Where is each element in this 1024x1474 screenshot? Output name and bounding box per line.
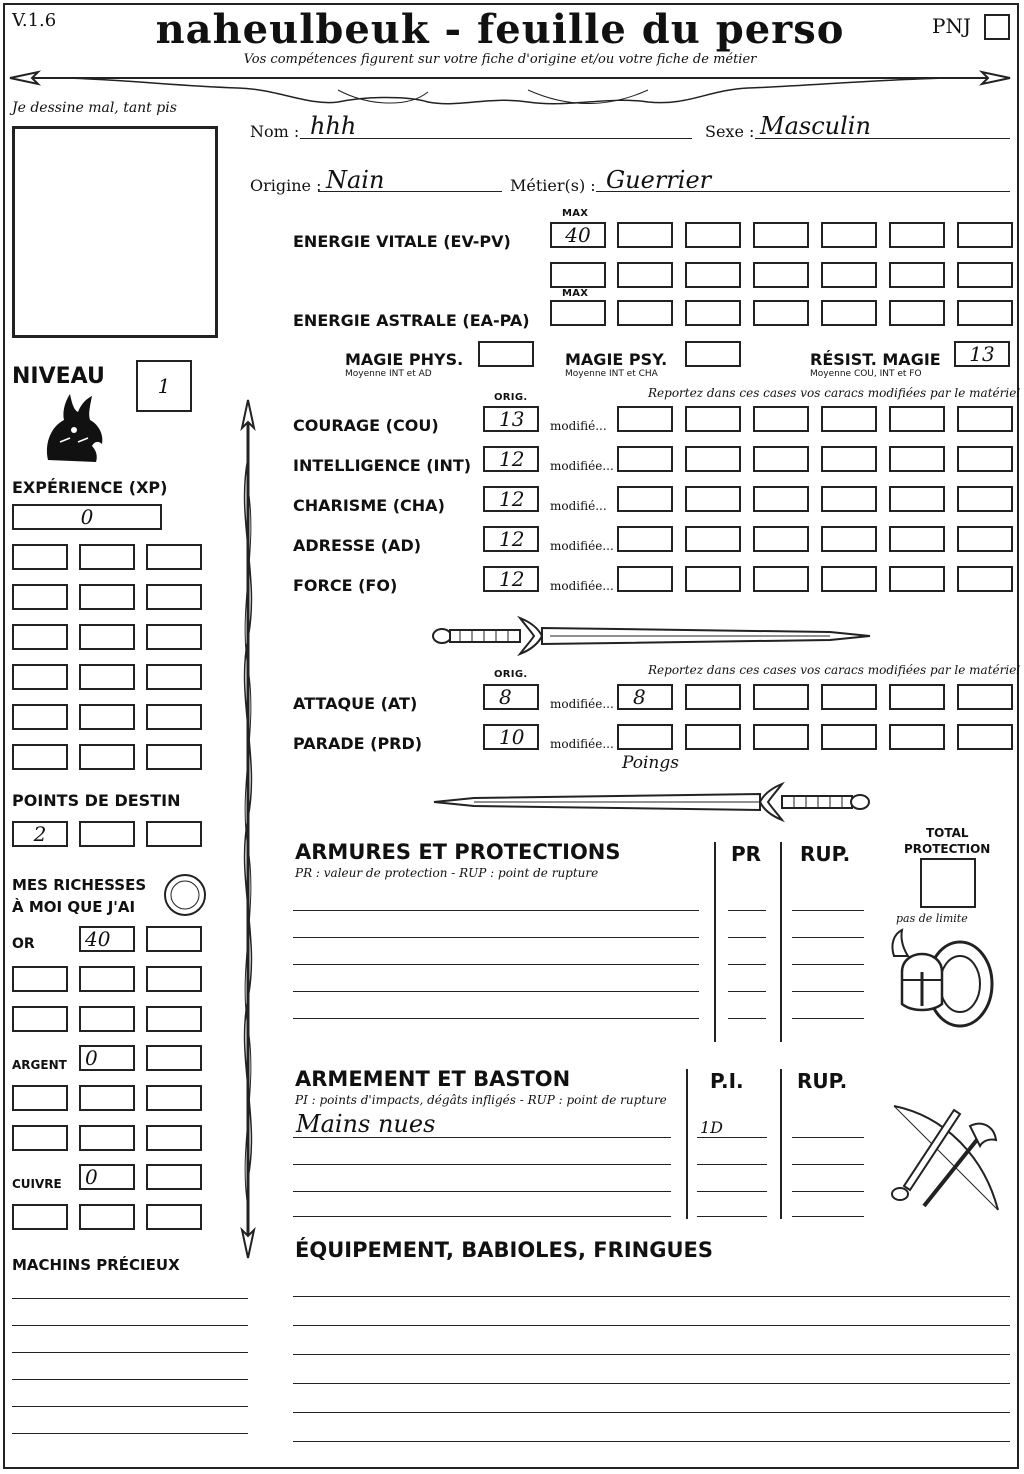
coin-icon — [162, 872, 208, 918]
xp-box[interactable] — [79, 544, 135, 570]
stat-modified-box[interactable] — [753, 526, 809, 552]
stat-modified-box[interactable] — [617, 446, 673, 472]
weapons-rup-label: RUP. — [797, 1069, 848, 1093]
xp-box[interactable] — [146, 664, 202, 690]
ev-tracker-box[interactable] — [617, 222, 673, 248]
armor-pr-line[interactable] — [728, 964, 766, 965]
wealth-box[interactable] — [12, 1125, 68, 1151]
wealth-box[interactable] — [12, 1006, 68, 1032]
ev-tracker-box[interactable] — [821, 222, 877, 248]
ea-label: ENERGIE ASTRALE (EA-PA) — [293, 311, 530, 330]
stat-modified-box[interactable] — [957, 406, 1013, 432]
combat-report-note: Reportez dans ces cases vos caracs modifiées par le matériel — [648, 663, 1021, 677]
weapon-pi-line[interactable] — [697, 1216, 767, 1217]
origine-underline — [318, 191, 502, 192]
stat-modified-box[interactable] — [889, 446, 945, 472]
stat-modified-box[interactable] — [821, 446, 877, 472]
stat-modified-box[interactable] — [889, 566, 945, 592]
armor-rup-line[interactable] — [792, 937, 864, 938]
stat-mod-label: modifiée... — [550, 459, 614, 473]
stat-modified-box[interactable] — [617, 486, 673, 512]
ev-tracker-box[interactable] — [957, 262, 1013, 288]
ev-tracker-box[interactable] — [753, 222, 809, 248]
magie-phys-value[interactable] — [478, 341, 534, 367]
wealth-box[interactable] — [79, 1085, 135, 1111]
origine-value[interactable]: Nain — [326, 166, 385, 194]
destin-label: POINTS DE DESTIN — [12, 791, 181, 810]
stat-label: ADRESSE (AD) — [293, 536, 422, 555]
sword-icon — [430, 612, 874, 660]
ea-tracker-box[interactable] — [889, 300, 945, 326]
armor-rup-line[interactable] — [792, 910, 864, 911]
stat-orig-value[interactable]: 13 — [483, 406, 539, 432]
wealth-box[interactable] — [12, 1204, 68, 1230]
armor-rup-line[interactable] — [792, 964, 864, 965]
sexe-underline — [755, 138, 1010, 139]
ev-tracker-box[interactable] — [957, 222, 1013, 248]
stat-mod-label: modifié... — [550, 499, 607, 513]
xp-box[interactable] — [12, 704, 68, 730]
magie-phys-sub: Moyenne INT et AD — [345, 369, 432, 379]
or-box[interactable] — [146, 926, 202, 952]
stat-modified-box[interactable] — [821, 526, 877, 552]
armor-pr-line[interactable] — [728, 1018, 766, 1019]
total-protection-label-2: PROTECTION — [904, 842, 991, 856]
attaque-modified-box[interactable] — [957, 684, 1013, 710]
xp-box[interactable] — [146, 624, 202, 650]
stat-orig-value[interactable]: 12 — [483, 446, 539, 472]
stat-modified-box[interactable] — [617, 406, 673, 432]
wealth-box[interactable] — [79, 1204, 135, 1230]
weapon-rup-line[interactable] — [792, 1216, 864, 1217]
armor-divider — [780, 842, 782, 1042]
parade-modified-box[interactable] — [685, 724, 741, 750]
stat-mod-label: modifiée... — [550, 579, 614, 593]
stat-modified-box[interactable] — [957, 446, 1013, 472]
resist-magie-value[interactable]: 13 — [954, 341, 1010, 367]
weapons-divider — [686, 1069, 688, 1219]
page-subtitle: Vos compétences figurent sur votre fiche d'origine et/ou votre fiche de métier — [243, 52, 757, 67]
attaque-label: ATTAQUE (AT) — [293, 694, 418, 713]
magie-psy-sub: Moyenne INT et CHA — [565, 369, 658, 379]
destin-box[interactable] — [79, 821, 135, 847]
wealth-box[interactable] — [146, 1204, 202, 1230]
weapon-1-name[interactable]: Mains nues — [296, 1110, 436, 1138]
parade-label: PARADE (PRD) — [293, 734, 423, 753]
wealth-box[interactable] — [79, 1125, 135, 1151]
stats-orig-label: ORIG. — [494, 392, 528, 403]
sexe-label: Sexe : — [705, 122, 755, 141]
xp-box[interactable] — [12, 584, 68, 610]
richesses-label-1: MES RICHESSES — [12, 876, 147, 894]
or-label: OR — [12, 936, 35, 952]
stat-modified-box[interactable] — [753, 406, 809, 432]
ev-label: ENERGIE VITALE (EV-PV) — [293, 232, 511, 251]
ea-tracker-box[interactable] — [821, 300, 877, 326]
nom-value[interactable]: hhh — [310, 112, 357, 140]
origine-label: Origine : — [250, 176, 322, 195]
armor-line[interactable] — [293, 1018, 699, 1019]
equipment-title: ÉQUIPEMENT, BABIOLES, FRINGUES — [295, 1238, 713, 1262]
version-label: V.1.6 — [12, 10, 57, 31]
armor-pr-line[interactable] — [728, 937, 766, 938]
parade-mod-label: modifiée... — [550, 737, 614, 751]
xp-box[interactable] — [79, 584, 135, 610]
attaque-modified-box[interactable] — [685, 684, 741, 710]
metier-value[interactable]: Guerrier — [606, 166, 712, 194]
dragon-icon — [40, 392, 106, 464]
armor-divider — [714, 842, 716, 1042]
armor-pr-label: PR — [731, 842, 762, 866]
sexe-value[interactable]: Masculin — [760, 112, 871, 140]
niveau-value[interactable]: 1 — [136, 360, 192, 412]
pnj-label: PNJ — [932, 14, 971, 38]
equipment-line[interactable] — [293, 1325, 1010, 1326]
xp-box[interactable] — [12, 624, 68, 650]
equipment-line[interactable] — [293, 1441, 1010, 1442]
wealth-box[interactable] — [12, 966, 68, 992]
no-limit-note: pas de limite — [896, 912, 968, 925]
parade-modified-box[interactable] — [957, 724, 1013, 750]
xp-box[interactable] — [146, 544, 202, 570]
niveau-label: NIVEAU — [12, 364, 105, 389]
machins-precieux-label: MACHINS PRÉCIEUX — [12, 1256, 180, 1274]
parade-value[interactable]: 10 — [483, 724, 539, 750]
stat-modified-box[interactable] — [685, 566, 741, 592]
richesses-label-2: À MOI QUE J'AI — [12, 898, 136, 916]
stat-modified-box[interactable] — [957, 486, 1013, 512]
nom-underline — [300, 138, 692, 139]
weapon-pi-line[interactable] — [697, 1164, 767, 1165]
parade-modified-box[interactable] — [821, 724, 877, 750]
weapons-subtitle: PI : points d'impacts, dégâts infligés - RUP : point de rupture — [295, 1093, 667, 1107]
weapon-line[interactable] — [293, 1191, 671, 1192]
wealth-box[interactable] — [12, 1085, 68, 1111]
xp-box[interactable] — [12, 744, 68, 770]
ea-max-label: MAX — [562, 288, 589, 299]
parade-modified-box[interactable] — [617, 724, 673, 750]
stat-orig-value[interactable]: 12 — [483, 566, 539, 592]
weapons-title: ARMEMENT ET BASTON — [295, 1067, 571, 1091]
machins-line[interactable] — [12, 1298, 248, 1299]
destin-box[interactable] — [146, 821, 202, 847]
weapons-divider — [780, 1069, 782, 1219]
machins-line[interactable] — [12, 1325, 248, 1326]
armor-line[interactable] — [293, 964, 699, 965]
xp-label: EXPÉRIENCE (XP) — [12, 478, 168, 497]
equipment-line[interactable] — [293, 1354, 1010, 1355]
stat-modified-box[interactable] — [821, 566, 877, 592]
nom-label: Nom : — [250, 122, 300, 141]
stat-label: CHARISME (CHA) — [293, 496, 445, 515]
stat-modified-box[interactable] — [685, 486, 741, 512]
metier-label: Métier(s) : — [510, 176, 596, 195]
wealth-box[interactable] — [146, 1006, 202, 1032]
page-title: naheulbeuk - feuille du perso — [155, 6, 845, 53]
machins-line[interactable] — [12, 1379, 248, 1380]
stat-modified-box[interactable] — [685, 406, 741, 432]
cuivre-box[interactable] — [146, 1164, 202, 1190]
stat-mod-label: modifiée... — [550, 539, 614, 553]
total-protection-label-1: TOTAL — [926, 826, 969, 840]
ea-max-value[interactable] — [550, 300, 606, 326]
parade-note[interactable]: Poings — [622, 753, 679, 773]
armor-line[interactable] — [293, 937, 699, 938]
xp-box[interactable] — [12, 544, 68, 570]
resist-magie-label: RÉSIST. MAGIE — [810, 350, 941, 369]
ornament-spear-vertical — [230, 398, 266, 1260]
armor-rup-line[interactable] — [792, 1018, 864, 1019]
attaque-modified-box[interactable] — [753, 684, 809, 710]
stats-report-note: Reportez dans ces cases vos caracs modifiées par le matériel — [648, 386, 1021, 400]
ev-tracker-box[interactable] — [753, 262, 809, 288]
attaque-modified-box[interactable] — [821, 684, 877, 710]
stat-modified-box[interactable] — [753, 566, 809, 592]
parade-modified-box[interactable] — [753, 724, 809, 750]
stat-modified-box[interactable] — [889, 526, 945, 552]
stat-label: FORCE (FO) — [293, 576, 398, 595]
stat-label: COURAGE (COU) — [293, 416, 439, 435]
stat-modified-box[interactable] — [957, 526, 1013, 552]
stat-modified-box[interactable] — [821, 486, 877, 512]
armor-title: ARMURES ET PROTECTIONS — [295, 840, 621, 864]
ev-max-value[interactable]: 40 — [550, 222, 606, 248]
weapon-line[interactable] — [293, 1216, 671, 1217]
ev-tracker-box[interactable] — [617, 262, 673, 288]
argent-value[interactable]: 0 — [79, 1045, 135, 1071]
wealth-box[interactable] — [146, 1085, 202, 1111]
attaque-value[interactable]: 8 — [483, 684, 539, 710]
stat-modified-box[interactable] — [617, 566, 673, 592]
magie-psy-value[interactable] — [685, 341, 741, 367]
weapon-pi-line[interactable] — [697, 1191, 767, 1192]
ev-tracker-box[interactable] — [889, 222, 945, 248]
portrait-frame[interactable] — [12, 126, 218, 338]
armor-pr-line[interactable] — [728, 991, 766, 992]
ea-tracker-box[interactable] — [753, 300, 809, 326]
armor-line[interactable] — [293, 910, 699, 911]
weapon-1-pi[interactable]: 1D — [700, 1118, 724, 1137]
armor-line[interactable] — [293, 991, 699, 992]
xp-box[interactable] — [79, 624, 135, 650]
ea-tracker-box[interactable] — [617, 300, 673, 326]
sword-icon — [430, 778, 874, 826]
stat-modified-box[interactable] — [889, 486, 945, 512]
weapon-rup-line[interactable] — [792, 1164, 864, 1165]
weapons-pi-label: P.I. — [710, 1069, 744, 1093]
helmet-shield-icon — [888, 928, 1000, 1032]
armor-rup-line[interactable] — [792, 991, 864, 992]
ev-tracker-box[interactable] — [889, 262, 945, 288]
stat-mod-label: modifié... — [550, 419, 607, 433]
magie-phys-label: MAGIE PHYS. — [345, 350, 464, 369]
parade-modified-box[interactable] — [889, 724, 945, 750]
or-value[interactable]: 40 — [79, 926, 135, 952]
machins-line[interactable] — [12, 1352, 248, 1353]
argent-box[interactable] — [146, 1045, 202, 1071]
machins-line[interactable] — [12, 1433, 248, 1434]
destin-value[interactable]: 2 — [12, 821, 68, 847]
armor-rup-label: RUP. — [800, 842, 851, 866]
ea-tracker-box[interactable] — [685, 300, 741, 326]
weapon-rup-line[interactable] — [792, 1191, 864, 1192]
metier-underline — [596, 191, 1010, 192]
pnj-checkbox[interactable] — [984, 14, 1010, 40]
stat-modified-box[interactable] — [957, 566, 1013, 592]
xp-box[interactable] — [12, 664, 68, 690]
stat-modified-box[interactable] — [685, 526, 741, 552]
resist-magie-sub: Moyenne COU, INT et FO — [810, 369, 922, 379]
xp-value[interactable]: 0 — [12, 504, 162, 530]
ev-tracker-box[interactable] — [685, 262, 741, 288]
xp-box[interactable] — [146, 584, 202, 610]
stat-modified-box[interactable] — [889, 406, 945, 432]
equipment-line[interactable] — [293, 1383, 1010, 1384]
attaque-mod-label: modifiée... — [550, 697, 614, 711]
weapons-icon — [884, 1096, 1008, 1220]
portrait-caption: Je dessine mal, tant pis — [12, 100, 177, 116]
wealth-box[interactable] — [79, 966, 135, 992]
weapon-line[interactable] — [293, 1164, 671, 1165]
stat-modified-box[interactable] — [617, 526, 673, 552]
stat-modified-box[interactable] — [685, 446, 741, 472]
xp-box[interactable] — [146, 704, 202, 730]
equipment-line[interactable] — [293, 1296, 1010, 1297]
attaque-modified-box[interactable] — [889, 684, 945, 710]
ev-max-label: MAX — [562, 208, 589, 219]
xp-box[interactable] — [79, 704, 135, 730]
ea-tracker-box[interactable] — [957, 300, 1013, 326]
weapon-rup-line[interactable] — [792, 1137, 864, 1138]
armor-pr-line[interactable] — [728, 910, 766, 911]
argent-label: ARGENT — [12, 1058, 67, 1072]
xp-box[interactable] — [79, 744, 135, 770]
xp-box[interactable] — [79, 664, 135, 690]
cuivre-label: CUIVRE — [12, 1177, 62, 1191]
wealth-box[interactable] — [146, 1125, 202, 1151]
wealth-box[interactable] — [146, 966, 202, 992]
ev-tracker-box[interactable] — [550, 262, 606, 288]
ev-tracker-box[interactable] — [821, 262, 877, 288]
stat-modified-box[interactable] — [821, 406, 877, 432]
stat-orig-value[interactable]: 12 — [483, 526, 539, 552]
armor-subtitle: PR : valeur de protection - RUP : point de rupture — [295, 866, 599, 880]
cuivre-value[interactable]: 0 — [79, 1164, 135, 1190]
wealth-box[interactable] — [79, 1006, 135, 1032]
stat-modified-box[interactable] — [753, 446, 809, 472]
magie-psy-label: MAGIE PSY. — [565, 350, 668, 369]
ev-tracker-box[interactable] — [685, 222, 741, 248]
stat-label: INTELLIGENCE (INT) — [293, 456, 472, 475]
attaque-modified-value[interactable]: 8 — [617, 684, 673, 710]
weapon-line[interactable] — [293, 1137, 671, 1138]
combat-orig-label: ORIG. — [494, 669, 528, 680]
xp-box[interactable] — [146, 744, 202, 770]
total-protection-box[interactable] — [920, 858, 976, 908]
weapon-pi-line[interactable] — [697, 1137, 767, 1138]
equipment-line[interactable] — [293, 1412, 1010, 1413]
stat-modified-box[interactable] — [753, 486, 809, 512]
machins-line[interactable] — [12, 1406, 248, 1407]
stat-orig-value[interactable]: 12 — [483, 486, 539, 512]
